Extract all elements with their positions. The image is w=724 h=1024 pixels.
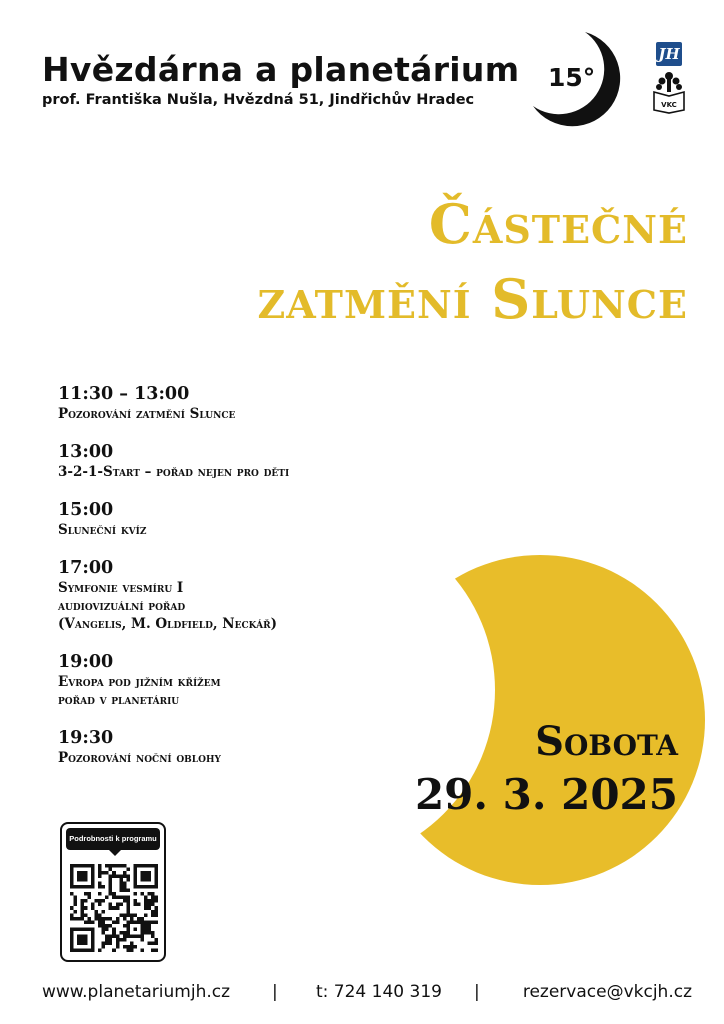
website-link[interactable]: www.planetariumjh.cz [42, 982, 231, 1002]
footer-separator: | [272, 982, 278, 1002]
org-name: Hvězdárna a planetárium [42, 50, 520, 89]
program-time: 11:30 – 13:00 [58, 384, 190, 404]
vkc-library-logo [652, 72, 686, 114]
program-item [58, 557, 438, 633]
program-item [58, 651, 438, 709]
footer-separator: | [474, 982, 480, 1002]
qr-code-card[interactable] [60, 822, 166, 962]
org-address: prof. Františka Nušla, Hvězdná 51, Jindřichův Hradec [42, 92, 475, 108]
program-item [58, 499, 438, 539]
anniversary-label: 15° [548, 63, 596, 92]
program-description: (Vangelis, M. Oldfield, Neckář) [58, 616, 277, 632]
qr-label: Podrobnosti k programu [66, 828, 160, 850]
program-time: 15:00 [58, 500, 114, 520]
jh-logo: JH [656, 42, 682, 66]
program-time: 17:00 [58, 558, 114, 578]
qr-label-pointer [109, 850, 121, 856]
qr-code[interactable] [70, 864, 158, 952]
phone-number[interactable]: t: 724 140 319 [316, 982, 442, 1002]
email-link[interactable]: rezervace@vkcjh.cz [522, 982, 692, 1002]
program-description: Symfonie vesmíru I [58, 580, 184, 596]
program-description: audiovizuální pořad [58, 598, 186, 614]
program-item [58, 383, 438, 423]
vkc-logo-text: VKC [661, 101, 677, 109]
program-time: 19:00 [58, 652, 114, 672]
event-title-line-2: zatmění Slunce [257, 267, 688, 331]
program-time: 13:00 [58, 442, 114, 462]
program-description: Evropa pod jižním křížem [58, 674, 221, 690]
program-item [58, 441, 438, 481]
program-description: 3-2-1-Start – pořad nejen pro děti [58, 464, 290, 480]
program-description: pořad v planetáriu [58, 692, 180, 708]
program-list [58, 383, 438, 785]
event-day: Sobota [535, 718, 678, 765]
program-time: 19:30 [58, 728, 114, 748]
program-description: Pozorování zatmění Slunce [58, 406, 236, 422]
event-date: 29. 3. 2025 [414, 770, 678, 819]
program-description: Pozorování noční oblohy [58, 750, 221, 766]
program-description: Sluneční kvíz [58, 522, 147, 538]
event-title-line-1: Částečné [428, 192, 688, 256]
program-item [58, 727, 438, 767]
